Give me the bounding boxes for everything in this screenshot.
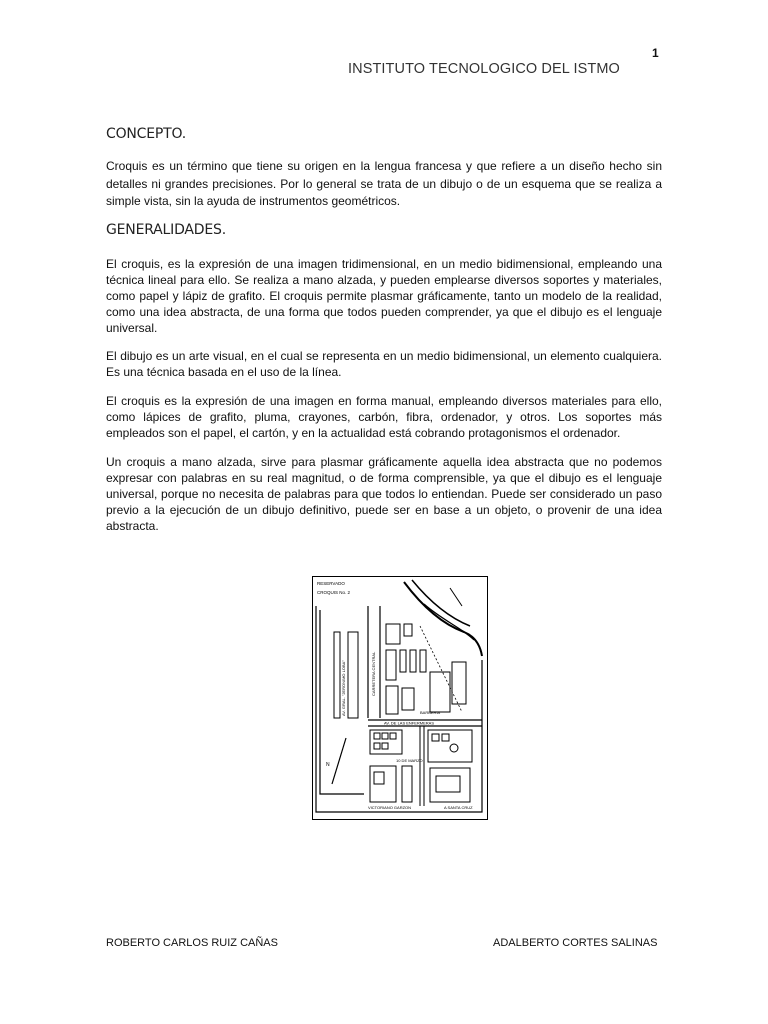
footer-author-right: ADALBERTO CORTES SALINAS xyxy=(493,937,658,949)
footer-author-left: ROBERTO CARLOS RUIZ CAÑAS xyxy=(106,937,278,949)
concepto-heading: CONCEPTO. xyxy=(106,126,186,142)
document-header: INSTITUTO TECNOLOGICO DEL ISTMO xyxy=(348,61,620,77)
generalidades-paragraph-1: El croquis, es la expresión de una imagen tridimensional, en un medio bidimensional, empleando una técnica lineal para ello. Se realiza a mano alzada, y pueden emplearse diversos soportes y materiales, como papel y lápiz de grafito. El croquis permite plasmar gráficamente, tanto un modelo de la realidad, como una idea abstracta, de una forma que todos pueden comprender, ya que el dibujo es el lenguaje universal. xyxy=(106,257,662,335)
map-label-carretera-central: CARRETERA CENTRAL xyxy=(371,651,376,696)
croquis-map-figure xyxy=(312,576,488,820)
map-label-croquis: CROQUIS No. 2 xyxy=(317,590,351,595)
map-label-barberia: BARBERIA xyxy=(420,710,441,715)
concepto-paragraph: Croquis es un término que tiene su origen en la lengua francesa y que refiere a un diseño hecho sin detalles ni grandes precisiones. Por lo general se trata de un dibujo o de un esquema que se realiza a simple vista, sin la ayuda de instrumentos geométricos. xyxy=(106,159,662,208)
generalidades-paragraph-3: El croquis es la expresión de una imagen en forma manual, empleando diversos materiales para ello, como lápices de grafito, pluma, crayones, carbón, fibra, ordenador, y otros. Los soportes más empleados son el papel, el cartón, y en la actualidad está cobrando protagonismos el ordenador. xyxy=(106,394,662,440)
map-label-av-enfermeras: AV. DE LAS ENFERMERAS xyxy=(384,720,435,726)
map-label-north: N xyxy=(326,762,330,768)
map-label-de-marzo: 10 DE MARZO xyxy=(396,758,423,763)
croquis-map-drawing xyxy=(312,576,488,820)
map-label-reservado: RESERVADO xyxy=(317,581,345,586)
generalidades-heading: GENERALIDADES. xyxy=(106,222,226,238)
map-label-gral-avenue: AV. GRAL. "JERONIMO LOBA" xyxy=(341,660,346,716)
generalidades-paragraph-2: El dibujo es un arte visual, en el cual se representa en un medio bidimensional, un elemento cualquiera. Es una técnica basada en el uso de la línea. xyxy=(106,349,662,379)
generalidades-paragraph-4: Un croquis a mano alzada, sirve para plasmar gráficamente aquella idea abstracta que no podemos expresar con palabras en su real magnitud, o de forma comprensible, ya que el dibujo es el lenguaje universal, porque no necesita de palabras para que todos lo entiendan. Puede ser considerado un paso previo a la ejecución de un dibujo definitivo, puede ser en base a un objeto, o provenir de una idea abstracta. xyxy=(106,455,662,533)
map-label-a-santa-cruz: A SANTA CRUZ xyxy=(444,805,473,810)
map-label-victoriano-garzon: VICTORIANO GARZON xyxy=(368,805,412,810)
page-number: 1 xyxy=(652,46,659,60)
